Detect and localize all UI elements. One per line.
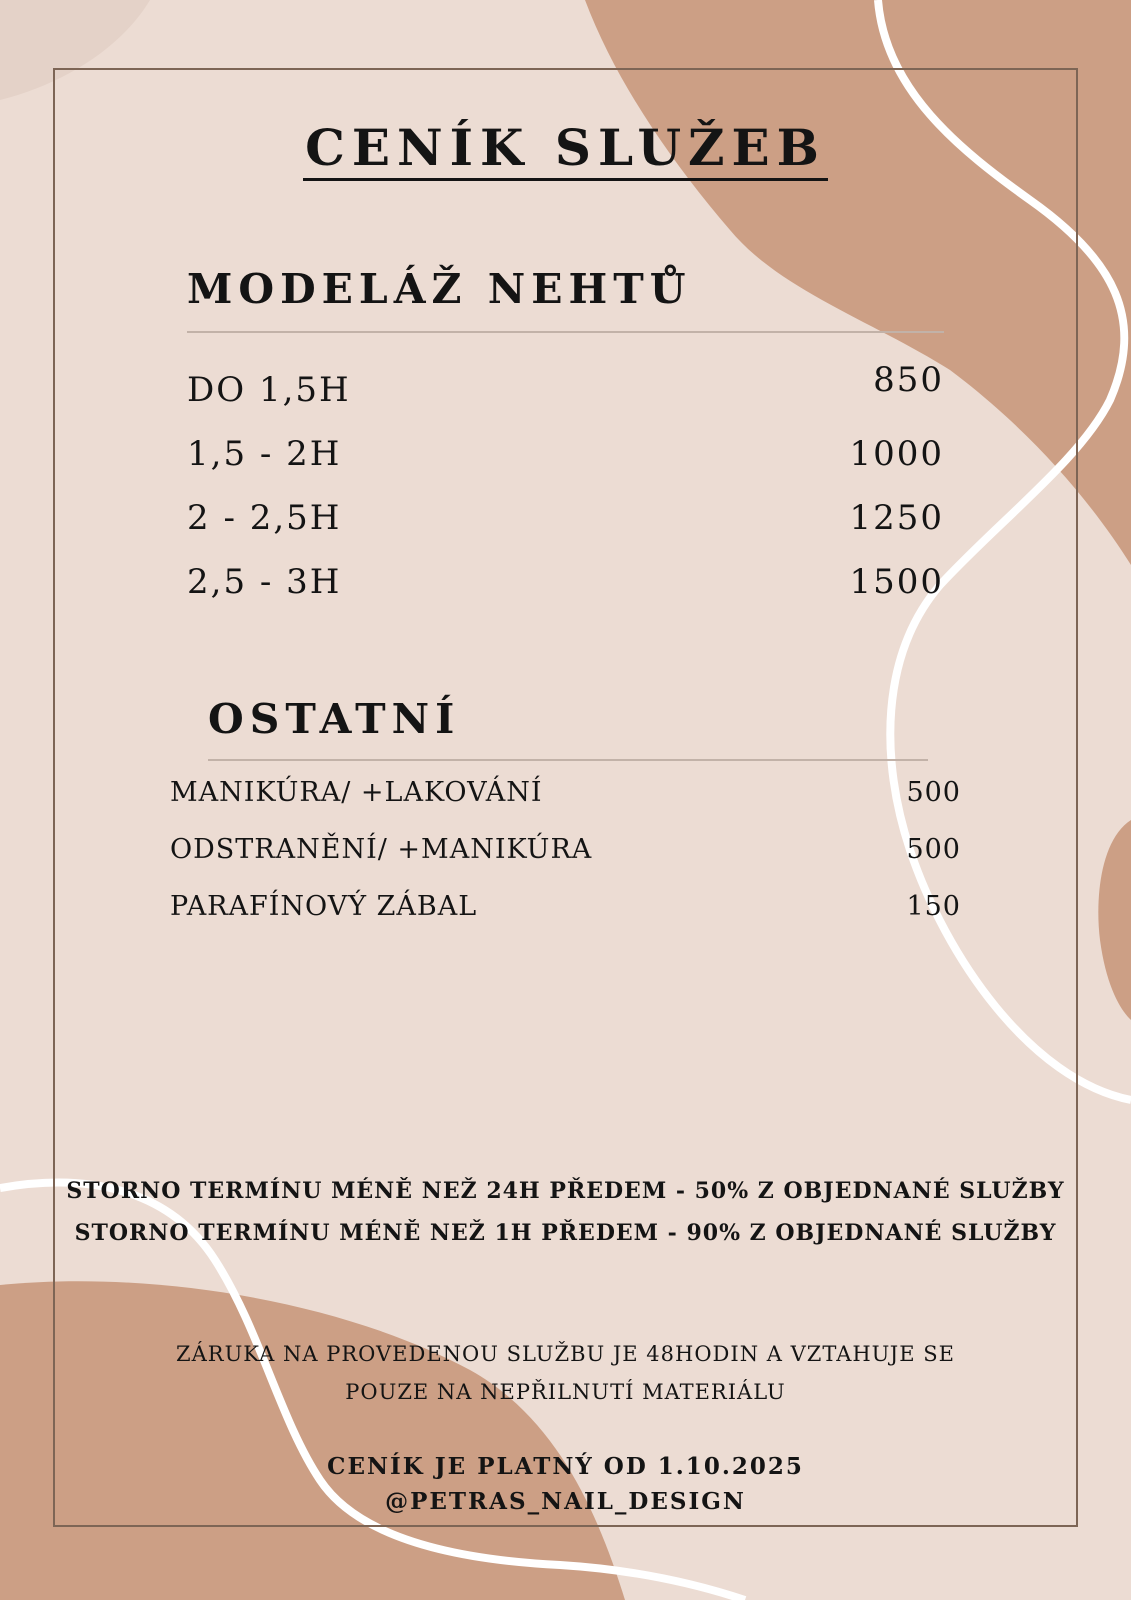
price-row (187, 498, 944, 538)
right-edge-blob (1098, 820, 1131, 1020)
service-label: PARAFÍNOVÝ ZÁBAL (170, 891, 478, 922)
price-row (187, 434, 944, 474)
service-label: 1,5 - 2H (187, 434, 342, 474)
price-row (170, 891, 961, 922)
section-divider (208, 759, 928, 761)
storno-policy-line: STORNO TERMÍNU MÉNĚ NEŽ 1H PŘEDEM - 90% Z OBJEDNANÉ SLUŽBY (74, 1220, 1057, 1246)
service-label: DO 1,5H (187, 370, 351, 410)
service-price: 1250 (849, 498, 944, 538)
service-price: 500 (906, 777, 961, 808)
validity-note: CENÍK JE PLATNÝ OD 1.10.2025 (327, 1453, 804, 1480)
service-label: 2,5 - 3H (187, 562, 342, 602)
price-row (187, 360, 944, 410)
service-label: 2 - 2,5H (187, 498, 342, 538)
price-row (170, 834, 961, 865)
section-divider (187, 331, 944, 333)
warranty-line: ZÁRUKA NA PROVEDENOU SLUŽBU JE 48HODIN A VZTAHUJE SE (176, 1342, 955, 1366)
service-price: 1000 (849, 434, 944, 474)
price-row (187, 562, 944, 602)
service-price: 850 (873, 360, 944, 400)
storno-policy-line: STORNO TERMÍNU MÉNĚ NEŽ 24H PŘEDEM - 50% Z OBJEDNANÉ SLUŽBY (66, 1178, 1065, 1204)
warranty-line: POUZE NA NEPŘILNUTÍ MATERIÁLU (345, 1380, 786, 1404)
service-price: 500 (906, 834, 961, 865)
page-title: CENÍK SLUŽEB (0, 118, 1131, 177)
section-heading-modelaz: MODELÁŽ NEHTŮ (187, 265, 692, 313)
service-price: 1500 (849, 562, 944, 602)
price-row (170, 777, 961, 808)
service-label: ODSTRANĚNÍ/ +MANIKÚRA (170, 834, 593, 865)
instagram-handle: @PETRAS_NAIL_DESIGN (385, 1488, 746, 1515)
section-heading-ostatni: OSTATNÍ (208, 695, 461, 743)
service-label: MANIKÚRA/ +LAKOVÁNÍ (170, 777, 543, 808)
service-price: 150 (906, 891, 961, 922)
